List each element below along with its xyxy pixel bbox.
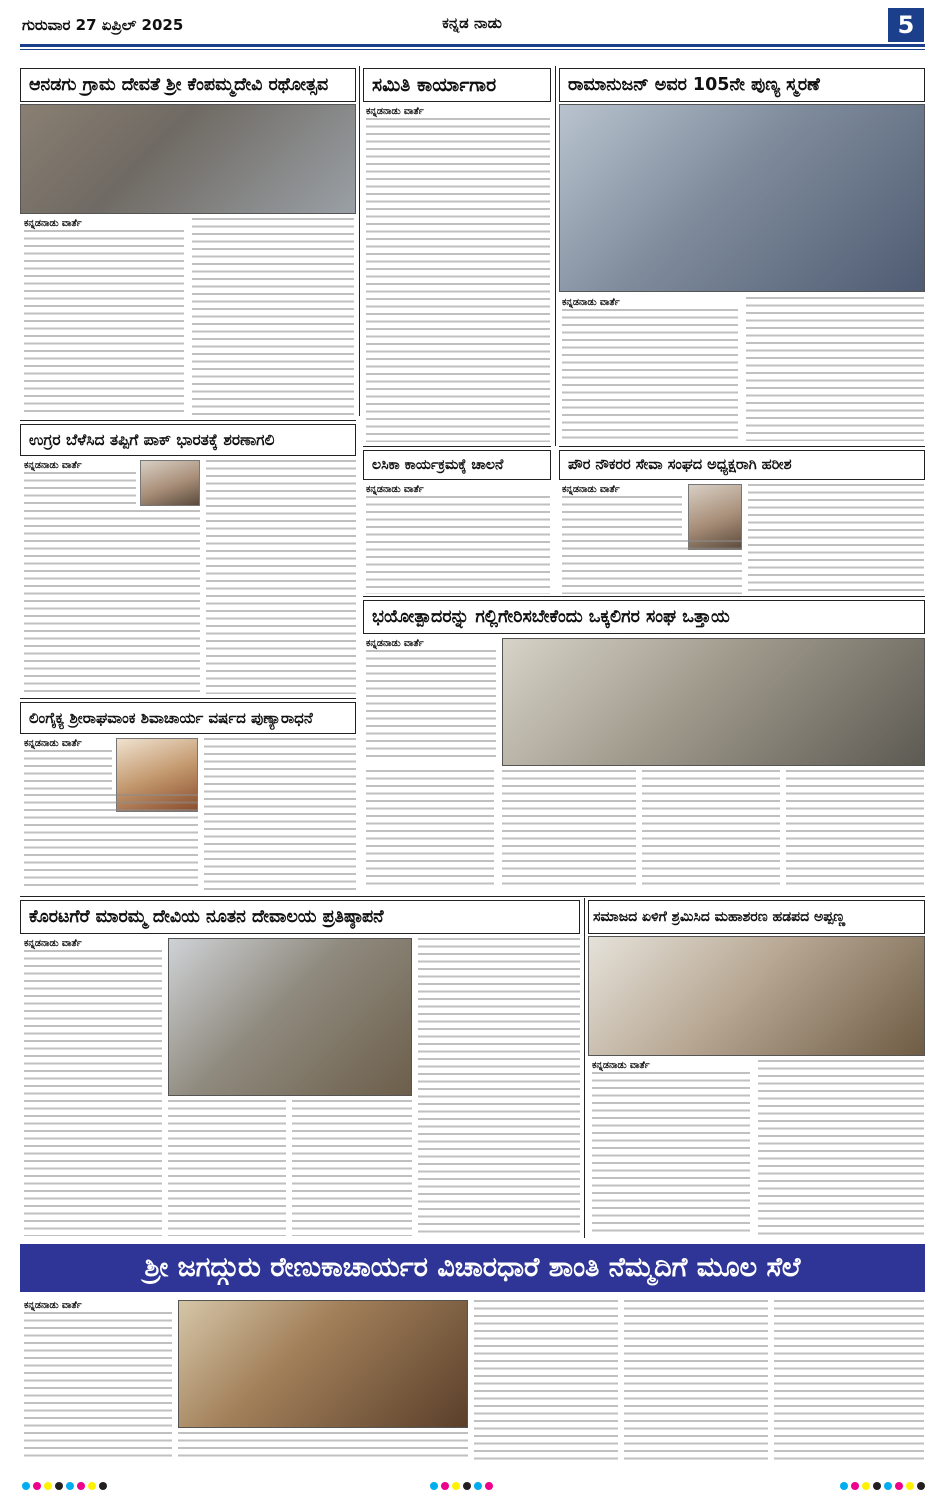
column-divider (584, 898, 585, 1238)
body-okkaligara-col4 (786, 770, 924, 890)
registration-marks-left (22, 1482, 107, 1490)
row-divider (20, 896, 925, 897)
dateline-okkaligara-sangha: ಕನ್ನಡನಾಡು ವಾರ್ತೆ (366, 638, 424, 649)
headline-kempammadevi: ಆನಡಗು ಗ್ರಾಮ ದೇವತೆ ಶ್ರೀ ಕೆಂಪಮ್ಮದೇವಿ ರಥೋತ್ಸವ (20, 68, 356, 102)
body-renukacharya-col5 (774, 1300, 924, 1462)
dateline-ramanujan: ಕನ್ನಡನಾಡು ವಾರ್ತೆ (562, 297, 620, 308)
body-okkaligara-col2 (502, 770, 636, 890)
body-appanna-col1 (592, 1072, 750, 1236)
photo-koratagere-temple (168, 938, 412, 1096)
body-koratagere-col3 (292, 1100, 412, 1236)
photo-renukacharya-event (178, 1300, 468, 1428)
row-divider (20, 420, 356, 421)
column-divider (359, 66, 360, 416)
body-ramanujan-col2 (746, 297, 924, 441)
dateline-hadapada-appanna: ಕನ್ನಡನಾಡು ವಾರ್ತೆ (592, 1060, 650, 1071)
headline-ramanujan: ರಾಮಾನುಜನ್ ಅವರ 105ನೇ ಪುಣ್ಯ ಸ್ಮರಣೆ (559, 68, 925, 102)
masthead-rule (20, 44, 925, 47)
body-poura-col2 (748, 484, 924, 594)
body-koratagere-col1 (24, 950, 162, 1236)
body-renukacharya-col3 (474, 1300, 618, 1462)
dateline-koratagere: ಕನ್ನಡನಾಡು ವಾರ್ತೆ (24, 938, 82, 949)
body-okkaligara-col1 (366, 770, 494, 890)
dateline-poura-nowkarara: ಕನ್ನಡನಾಡು ವಾರ್ತೆ (562, 484, 620, 495)
body-renukacharya-col4 (624, 1300, 768, 1462)
body-poura-col1 (562, 540, 742, 594)
body-okkaligara-col3 (642, 770, 780, 890)
headline-okkaligara-sangha: ಭಯೋತ್ಪಾದರನ್ನು ಗಲ್ಲಿಗೇರಿಸಬೇಕೆಂದು ಒಕ್ಕಲಿಗರ ಸಂಘ ಒತ್ತಾಯ (363, 600, 925, 634)
photo-speaker-portrait (140, 460, 200, 506)
photo-rathotsava-group (20, 104, 356, 214)
body-poura-col1-top (562, 496, 682, 536)
photo-appanna-felicitation (588, 936, 925, 1056)
page-number: 5 (888, 8, 924, 42)
registration-marks-center (430, 1482, 493, 1490)
body-koratagere-col4 (418, 938, 580, 1236)
dateline-lasika: ಕನ್ನಡನಾಡು ವಾರ್ತೆ (366, 484, 424, 495)
dateline-renukacharya: ಕನ್ನಡನಾಡು ವಾರ್ತೆ (24, 1300, 82, 1311)
body-pak-col2 (206, 460, 356, 694)
headline-hadapada-appanna: ಸಮಾಜದ ಏಳಿಗೆ ಶ್ರಮಿಸಿದ ಮಹಾಶರಣ ಹಡಪದ ಅಪ್ಪಣ್ಣ (588, 900, 925, 934)
paper-name: ಕನ್ನಡ ನಾಡು (442, 14, 502, 32)
row-divider (363, 446, 551, 447)
body-lingaikya-col1-top (24, 750, 112, 790)
row-divider (559, 446, 925, 447)
body-lingaikya-col2 (204, 738, 356, 890)
row-divider (363, 596, 925, 597)
body-okkaligara-col1-top (366, 650, 496, 760)
registration-marks-right (840, 1482, 925, 1490)
row-divider (20, 698, 356, 699)
headline-pak-sharanagali: ಉಗ್ರರ ಬೆಳೆಸಿದ ತಪ್ಪಿಗೆ ಪಾಕ್ ಭಾರತಕ್ಕೆ ಶರಣಾಗಲಿ (20, 424, 356, 456)
headline-poura-nowkarara: ಪೌರ ನೌಕರರ ಸೇವಾ ಸಂಘದ ಅಧ್ಯಕ್ಷರಾಗಿ ಹರೀಶ (559, 450, 925, 480)
photo-ramanujan-students (559, 104, 925, 292)
issue-date: ಗುರುವಾರ 27 ಏಪ್ರಿಲ್ 2025 (22, 16, 184, 34)
dateline-samiti: ಕನ್ನಡನಾಡು ವಾರ್ತೆ (366, 106, 424, 117)
body-pak-col1 (24, 510, 200, 694)
body-kempammadevi-col1 (24, 230, 184, 416)
photo-okkaligara-meeting (502, 638, 925, 766)
column-divider (555, 66, 556, 446)
body-koratagere-col2 (168, 1100, 286, 1236)
dateline-pak-sharanagali: ಕನ್ನಡನಾಡು ವಾರ್ತೆ (24, 460, 82, 471)
body-ramanujan-col1 (562, 309, 738, 441)
body-renukacharya-col2 (178, 1432, 468, 1462)
body-pak-col1-top (24, 472, 136, 506)
body-lingaikya-col1 (24, 794, 198, 890)
dateline-lingaikya: ಕನ್ನಡನಾಡು ವಾರ್ತೆ (24, 738, 82, 749)
body-appanna-col2 (758, 1060, 924, 1236)
body-samiti (366, 118, 550, 442)
headline-samiti: ಸಮಿತಿ ಕಾರ್ಯಾಗಾರ (363, 68, 551, 102)
body-lasika (366, 496, 550, 594)
body-kempammadevi-col2 (192, 218, 354, 416)
headline-renukacharya: ಶ್ರೀ ಜಗದ್ಗುರು ರೇಣುಕಾಚಾರ್ಯರ ವಿಚಾರಧಾರೆ ಶಾಂತಿ ನೆಮ್ಮದಿಗೆ ಮೂಲ ಸೆಲೆ (20, 1244, 925, 1292)
dateline-kempammadevi: ಕನ್ನಡನಾಡು ವಾರ್ತೆ (24, 218, 82, 229)
headline-lingaikya: ಲಿಂಗೈಕ್ಯ ಶ್ರೀರಾಘವಾಂಕ ಶಿವಾಚಾರ್ಯ ವರ್ಷದ ಪುಣ್ಯಾರಾಧನೆ (20, 702, 356, 734)
body-renukacharya-col1 (24, 1312, 172, 1462)
headline-lasika: ಲಸಿಕಾ ಕಾರ್ಯಕ್ರಮಕ್ಕೆ ಚಾಲನೆ (363, 450, 551, 480)
masthead-rule-thin (20, 49, 925, 50)
headline-koratagere: ಕೊರಟಗೆರೆ ಮಾರಮ್ಮ ದೇವಿಯ ನೂತನ ದೇವಾಲಯ ಪ್ರತಿಷ್ಠಾಪನೆ (20, 900, 580, 934)
